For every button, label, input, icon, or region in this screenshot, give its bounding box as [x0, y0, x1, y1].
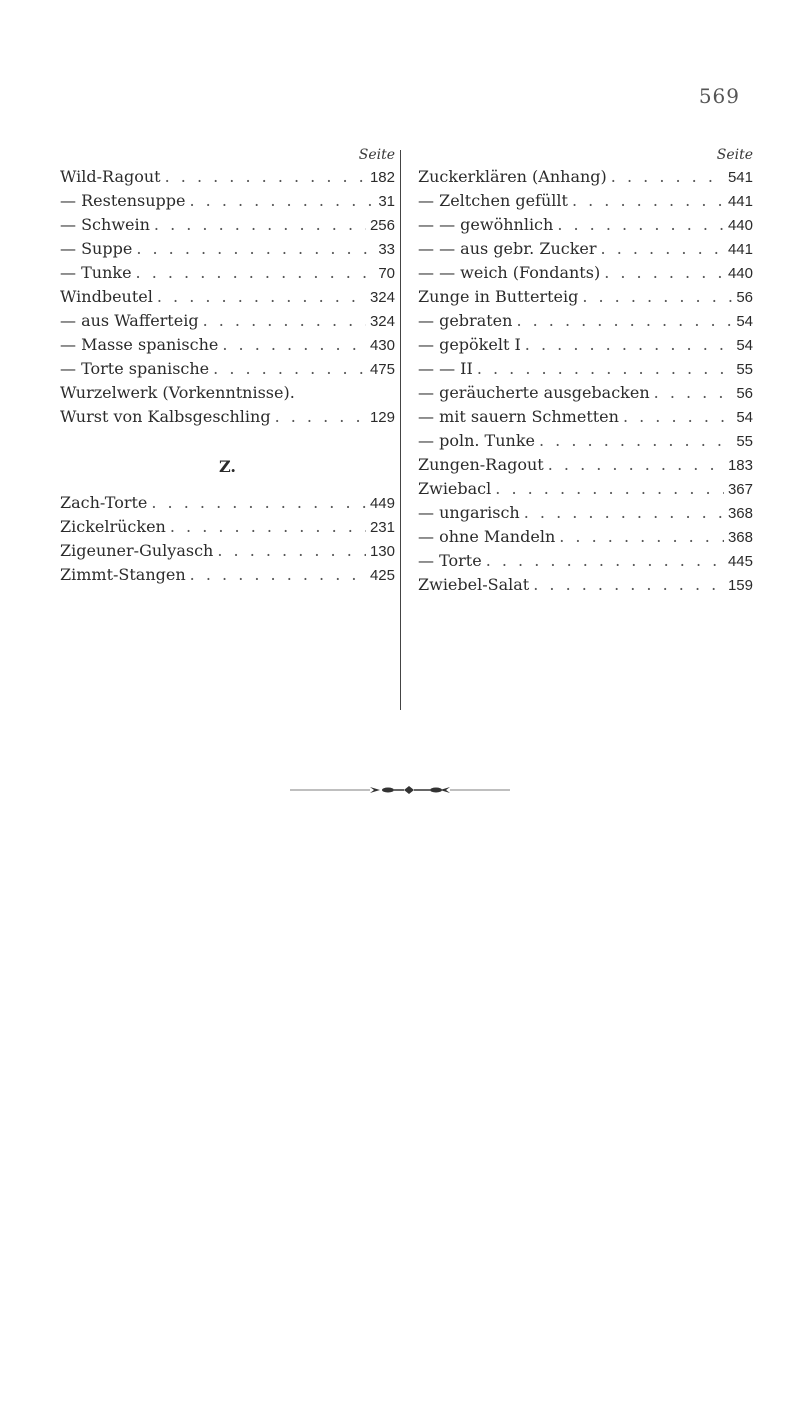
leader-dots: [495, 477, 724, 501]
index-entry: [418, 213, 753, 237]
leader-dots: [217, 539, 366, 563]
leader-dots: [203, 309, 366, 333]
entry-page-number: 56: [736, 385, 753, 402]
leader-dots: [654, 381, 733, 405]
leader-dots: [136, 261, 375, 285]
seite-header-right: Seite: [716, 147, 753, 163]
entry-page-number: 441: [727, 193, 753, 210]
entry-page-number: 475: [369, 361, 395, 378]
index-columns: [0, 145, 800, 705]
leader-dots: [190, 563, 366, 587]
index-entry: [418, 357, 753, 381]
section-letter: Z.: [219, 457, 236, 476]
index-entry: [418, 189, 753, 213]
left-entries-after: [60, 491, 395, 587]
entry-page-number: 129: [369, 409, 395, 426]
entry-label: — — II: [418, 359, 473, 378]
entry-label: — poln. Tunke: [418, 431, 535, 450]
leader-dots: [170, 515, 366, 539]
entry-page-number: 55: [736, 361, 753, 378]
entry-page-number: 183: [727, 457, 753, 474]
leader-dots: [151, 491, 366, 515]
entry-label: — geräucherte ausgebacken: [418, 383, 650, 402]
leader-dots: [516, 309, 732, 333]
entry-page-number: 367: [727, 481, 753, 498]
ornament-divider: [290, 783, 510, 797]
index-entry: [60, 381, 395, 405]
leader-dots: [582, 285, 732, 309]
entry-label: Windbeutel: [60, 287, 153, 306]
left-column: [60, 145, 395, 587]
entry-label: Wurst von Kalbsgeschling: [60, 407, 271, 426]
entry-label: — mit sauern Schmetten: [418, 407, 619, 426]
entry-page-number: 440: [727, 217, 753, 234]
index-entry: [418, 381, 753, 405]
entry-page-number: 324: [369, 289, 395, 306]
leader-dots: [275, 405, 366, 429]
entry-label: Zwiebel-Salat: [418, 575, 530, 594]
entry-page-number: 31: [378, 193, 395, 210]
index-entry: [418, 525, 753, 549]
index-entry: [60, 515, 395, 539]
index-entry: [418, 501, 753, 525]
leader-dots: [557, 213, 724, 237]
index-entry: [418, 549, 753, 573]
index-entry: [418, 165, 753, 189]
entry-page-number: 33: [378, 241, 395, 258]
index-entry: [418, 573, 753, 597]
left-entries-before: [60, 165, 395, 429]
entry-page-number: 54: [736, 337, 753, 354]
leader-dots: [165, 165, 366, 189]
leader-dots: [157, 285, 366, 309]
index-entry: [418, 333, 753, 357]
entry-page-number: 541: [727, 169, 753, 186]
entry-label: — gebraten: [418, 311, 513, 330]
entry-label: — Tunke: [60, 263, 132, 282]
entry-page-number: 425: [369, 567, 395, 584]
entry-page-number: 130: [369, 543, 395, 560]
leader-dots: [189, 189, 374, 213]
entry-label: — Suppe: [60, 239, 133, 258]
entry-label: — Torte spanische: [60, 359, 210, 378]
entry-page-number: 54: [736, 313, 753, 330]
index-entry: [60, 237, 395, 261]
entry-label: — — weich (Fondants): [418, 263, 601, 282]
entry-label: Zungen-Ragout: [418, 455, 544, 474]
entry-label: — Zeltchen gefüllt: [418, 191, 568, 210]
entry-label: Wurzelwerk (Vorkenntnisse).: [60, 383, 295, 402]
entry-page-number: 368: [727, 529, 753, 546]
leader-dots: [477, 357, 733, 381]
leader-dots: [136, 237, 374, 261]
index-entry: [60, 165, 395, 189]
entry-label: — Torte: [418, 551, 482, 570]
entry-label: Wild-Ragout: [60, 167, 161, 186]
entry-page-number: 368: [727, 505, 753, 522]
entry-page-number: 182: [369, 169, 395, 186]
index-entry: [60, 563, 395, 587]
index-entry: [60, 491, 395, 515]
entry-label: — Masse spanische: [60, 335, 219, 354]
entry-label: Zigeuner-Gulyasch: [60, 541, 214, 560]
leader-dots: [213, 357, 366, 381]
index-entry: [60, 539, 395, 563]
leader-dots: [486, 549, 724, 573]
leader-dots: [524, 501, 724, 525]
entry-page-number: 430: [369, 337, 395, 354]
entry-page-number: 441: [727, 241, 753, 258]
leader-dots: [222, 333, 366, 357]
index-entry: [60, 309, 395, 333]
page-number: 569: [698, 84, 740, 108]
right-column: [418, 145, 753, 597]
seite-header-left: Seite: [358, 147, 395, 163]
entry-label: Zickelrücken: [60, 517, 166, 536]
entry-label: — Restensuppe: [60, 191, 186, 210]
leader-dots: [154, 213, 366, 237]
index-entry: [60, 213, 395, 237]
entry-page-number: 324: [369, 313, 395, 330]
index-entry: [60, 189, 395, 213]
entry-page-number: 56: [736, 289, 753, 306]
entry-page-number: 231: [369, 519, 395, 536]
leader-dots: [559, 525, 724, 549]
index-entry: [418, 309, 753, 333]
index-entry: [60, 261, 395, 285]
index-entry: [60, 357, 395, 381]
entry-label: — — gewöhnlich: [418, 215, 554, 234]
entry-page-number: 159: [727, 577, 753, 594]
entry-page-number: 440: [727, 265, 753, 282]
entry-label: Zwiebacl: [418, 479, 492, 498]
leader-dots: [601, 237, 724, 261]
leader-dots: [623, 405, 732, 429]
leader-dots: [572, 189, 724, 213]
entry-label: — ungarisch: [418, 503, 520, 522]
entry-page-number: 55: [736, 433, 753, 450]
index-entry: [418, 237, 753, 261]
leader-dots: [604, 261, 724, 285]
entry-label: Zach-Torte: [60, 493, 148, 512]
index-entry: [60, 405, 395, 429]
index-entry: [418, 405, 753, 429]
index-entry: [418, 261, 753, 285]
index-entry: [60, 333, 395, 357]
entry-page-number: 449: [369, 495, 395, 512]
leader-dots: [533, 573, 724, 597]
entry-label: Zunge in Butterteig: [418, 287, 579, 306]
entry-label: — — aus gebr. Zucker: [418, 239, 597, 258]
entry-label: Zimmt-Stangen: [60, 565, 186, 584]
entry-page-number: 445: [727, 553, 753, 570]
entry-label: Zuckerklären (Anhang): [418, 167, 607, 186]
entry-page-number: 70: [378, 265, 395, 282]
entry-page-number: 256: [369, 217, 395, 234]
leader-dots: [611, 165, 724, 189]
index-entry: [418, 477, 753, 501]
leader-dots: [548, 453, 724, 477]
entry-label: — Schwein: [60, 215, 150, 234]
index-entry: [418, 429, 753, 453]
entry-page-number: 54: [736, 409, 753, 426]
column-divider: [400, 150, 401, 710]
leader-dots: [525, 333, 733, 357]
right-entries: [418, 165, 753, 597]
entry-label: — aus Wafferteig: [60, 311, 199, 330]
entry-label: — gepökelt I: [418, 335, 521, 354]
index-entry: [418, 453, 753, 477]
index-entry: [60, 285, 395, 309]
leader-dots: [539, 429, 732, 453]
entry-label: — ohne Mandeln: [418, 527, 556, 546]
index-entry: [418, 285, 753, 309]
